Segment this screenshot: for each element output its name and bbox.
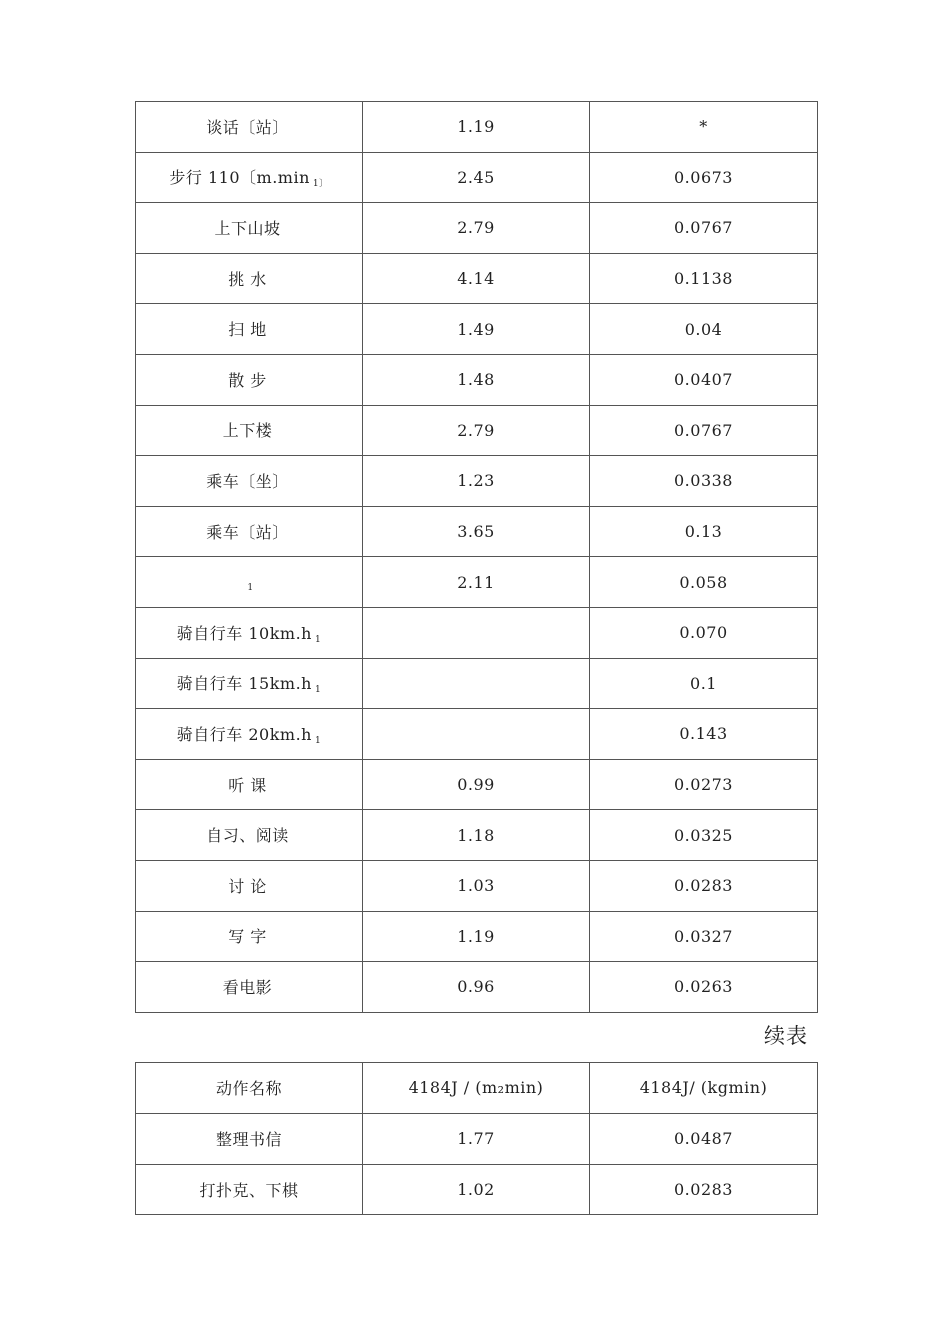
energy-per-area-cell: 1.19 (363, 102, 590, 153)
activity-unit-exponent: 1 (314, 735, 322, 746)
energy-per-area-cell: 1.18 (363, 810, 590, 861)
activity-cell (136, 405, 363, 456)
activity-cell (136, 607, 363, 658)
table-row (136, 810, 818, 861)
activity-cell (136, 203, 363, 254)
activity-label: 讨 论 (228, 876, 267, 896)
energy-per-area-cell: 2.11 (363, 557, 590, 608)
activity-unit-exponent: 1 (247, 582, 254, 593)
activity-label: 扫 地 (228, 320, 267, 340)
header-activity-name: 动作名称 (136, 1063, 363, 1114)
energy-per-area-cell: 4.14 (363, 253, 590, 304)
energy-per-area-cell: 1.48 (363, 354, 590, 405)
energy-per-kg-cell: 0.0327 (590, 911, 818, 962)
activity-cell (136, 253, 363, 304)
activity-label: 看电影 (222, 977, 273, 997)
energy-per-area-cell: 1.49 (363, 304, 590, 355)
table-row (136, 607, 818, 658)
energy-per-kg-cell: 0.0283 (590, 1164, 818, 1215)
activity-label: 谈话〔站〕 (206, 117, 289, 137)
activity-unit-exponent: 1 (314, 685, 322, 696)
table-row (136, 405, 818, 456)
activity-energy-table (135, 101, 818, 1013)
header-energy-per-kg: 4184J/ (kgmin) (590, 1063, 818, 1114)
table-row (136, 759, 818, 810)
energy-per-kg-cell: 0.143 (590, 709, 818, 760)
activity-cell (136, 304, 363, 355)
table-row (136, 962, 818, 1013)
energy-per-kg-cell: 0.1138 (590, 253, 818, 304)
activity-label: 打扑克、下棋 (199, 1180, 299, 1200)
energy-per-area-cell: 1.77 (363, 1113, 590, 1164)
table-row (136, 1164, 818, 1215)
activity-cell (136, 354, 363, 405)
table-row (136, 557, 818, 608)
energy-per-area-cell (363, 607, 590, 658)
activity-label: 散 步 (228, 370, 267, 390)
table-row (136, 203, 818, 254)
activity-cell (136, 709, 363, 760)
activity-label: 乘车〔坐〕 (206, 471, 289, 491)
energy-per-area-cell: 2.79 (363, 405, 590, 456)
continuation-table-body (136, 1113, 818, 1215)
activity-label: 上下山坡 (214, 218, 281, 238)
activity-cell (136, 1164, 363, 1215)
energy-per-kg-cell: 0.0338 (590, 456, 818, 507)
energy-per-kg-cell: * (590, 102, 818, 153)
activity-label: 写 字 (228, 927, 267, 947)
activity-label: 挑 水 (228, 269, 267, 289)
energy-per-kg-cell: 0.04 (590, 304, 818, 355)
energy-per-kg-cell: 0.0273 (590, 759, 818, 810)
energy-per-area-cell: 1.03 (363, 860, 590, 911)
energy-per-kg-cell: 0.0673 (590, 152, 818, 203)
activity-cell (136, 557, 363, 608)
activity-label: 骑自行车 15km.h (176, 674, 312, 694)
energy-per-area-cell: 2.79 (363, 203, 590, 254)
activity-label: 整理书信 (215, 1130, 282, 1150)
energy-per-kg-cell: 0.0263 (590, 962, 818, 1013)
energy-per-kg-cell: 0.070 (590, 607, 818, 658)
energy-per-kg-cell: 0.1 (590, 658, 818, 709)
continuation-caption: 续表 (764, 1024, 808, 1048)
continuation-header-row (136, 1063, 818, 1114)
activity-cell (136, 152, 363, 203)
continuation-table (135, 1062, 818, 1215)
energy-per-area-cell: 2.45 (363, 152, 590, 203)
table-row (136, 354, 818, 405)
activity-label: 上下楼 (222, 421, 273, 441)
table-row (136, 304, 818, 355)
energy-per-area-cell: 1.02 (363, 1164, 590, 1215)
activity-cell (136, 456, 363, 507)
energy-per-area-cell: 3.65 (363, 506, 590, 557)
activity-cell (136, 810, 363, 861)
activity-cell (136, 658, 363, 709)
activity-cell (136, 911, 363, 962)
energy-per-area-cell: 1.23 (363, 456, 590, 507)
activity-label: 骑自行车 10km.h (176, 623, 312, 643)
energy-per-kg-cell: 0.058 (590, 557, 818, 608)
header-energy-per-area: 4184J / (m₂min) (363, 1063, 590, 1114)
energy-per-kg-cell: 0.0283 (590, 860, 818, 911)
activity-cell (136, 860, 363, 911)
activity-cell (136, 1113, 363, 1164)
activity-cell (136, 759, 363, 810)
table-row (136, 102, 818, 153)
activity-label: 自习、阅读 (206, 826, 289, 846)
energy-per-kg-cell: 0.0407 (590, 354, 818, 405)
activity-label: 步行 110〔m.min (169, 168, 310, 188)
table-row (136, 506, 818, 557)
energy-per-kg-cell: 0.0767 (590, 405, 818, 456)
energy-per-area-cell (363, 709, 590, 760)
activity-cell (136, 962, 363, 1013)
table-row (136, 658, 818, 709)
energy-per-area-cell: 0.99 (363, 759, 590, 810)
activity-energy-table-body (136, 102, 818, 1013)
table-row (136, 456, 818, 507)
activity-label: 听 课 (228, 775, 267, 795)
energy-per-kg-cell: 0.0487 (590, 1113, 818, 1164)
table-row (136, 253, 818, 304)
energy-per-area-cell (363, 658, 590, 709)
energy-per-kg-cell: 0.13 (590, 506, 818, 557)
table-row (136, 860, 818, 911)
energy-per-kg-cell: 0.0325 (590, 810, 818, 861)
activity-cell (136, 506, 363, 557)
energy-per-area-cell: 1.19 (363, 911, 590, 962)
table-row (136, 1113, 818, 1164)
activity-unit-exponent: 1〕 (312, 179, 329, 190)
energy-per-area-cell: 0.96 (363, 962, 590, 1013)
activity-label: 骑自行车 20km.h (176, 724, 312, 744)
table-row (136, 709, 818, 760)
activity-label: 乘车〔站〕 (206, 522, 289, 542)
activity-unit-exponent: 1 (314, 634, 322, 645)
energy-per-kg-cell: 0.0767 (590, 203, 818, 254)
activity-cell (136, 102, 363, 153)
table-row (136, 911, 818, 962)
table-row (136, 152, 818, 203)
